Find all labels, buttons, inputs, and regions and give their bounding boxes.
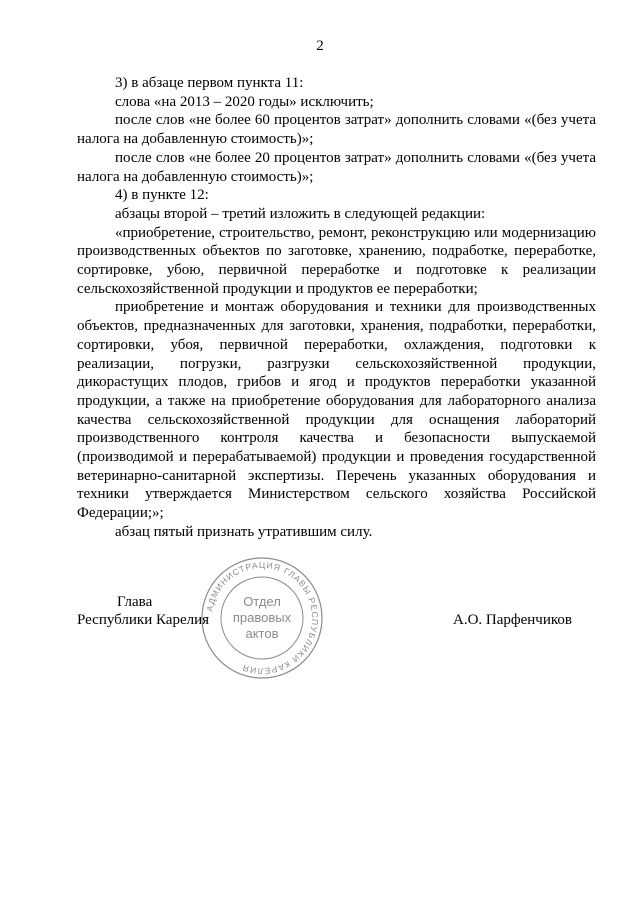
- paragraph: приобретение и монтаж оборудования и техники для производственных объектов, предназначенных для заготовки, хранения, подработки, переработки, сортировки, убоя, первичной переработки, охлаждения, подготовки к реализации, погрузки, разгрузки сельскохозяйственной продукции, дикорастущих плодов, грибов и ягод и продуктов переработки указанной продукции, а также на приобретение оборудования для лабораторного анализа качества сельскохозяйственной продукции для оснащения лабораторий производственного контроля качества и безопасности выпускаемой (производимой и перерабатываемой) продукции и проведения государственной ветеринарно-санитарной экспертизы. Перечень указанных оборудования и техники утверждается Министерством сельского хозяйства Российской Федерации;»;: [77, 299, 596, 522]
- stamp-text-line: актов: [245, 626, 279, 641]
- paragraph: «приобретение, строительство, ремонт, реконструкцию или модернизацию производственных объектов по заготовке, хранению, подработке, переработке, сортировке, убою, первичной переработке и подготовке к реализации сельскохозяйственной продукции и продуктов ее переработки;: [77, 224, 596, 297]
- paragraph: после слов «не более 20 процентов затрат» дополнить словами «(без учета налога на добавленную стоимость)»;: [77, 149, 596, 185]
- document-body: [77, 74, 596, 542]
- page-number: 2: [316, 38, 324, 54]
- paragraph: после слов «не более 60 процентов затрат» дополнить словами «(без учета налога на добавленную стоимость)»;: [77, 112, 596, 148]
- paragraph: 3) в абзаце первом пункта 11:: [115, 75, 304, 91]
- signatory-title-line2: Республики Карелия: [77, 612, 210, 628]
- stamp-text-line: Отдел: [243, 594, 281, 609]
- paragraph: слова «на 2013 – 2020 годы» исключить;: [115, 93, 374, 110]
- signatory-title-line1: Глава: [117, 594, 153, 610]
- stamp-text-line: правовых: [232, 610, 292, 625]
- paragraph: абзац пятый признать утратившим силу.: [115, 523, 373, 540]
- stamp-ring-text: АДМИНИСТРАЦИЯ ГЛАВЫ РЕСПУБЛИКИ КАРЕЛИЯ: [204, 559, 321, 677]
- paragraph: 4) в пункте 12:: [115, 187, 209, 204]
- paragraph: абзацы второй – третий изложить в следующей редакции:: [115, 205, 486, 222]
- stamp-seal: [200, 556, 324, 680]
- signatory-name: А.О. Парфенчиков: [453, 612, 572, 628]
